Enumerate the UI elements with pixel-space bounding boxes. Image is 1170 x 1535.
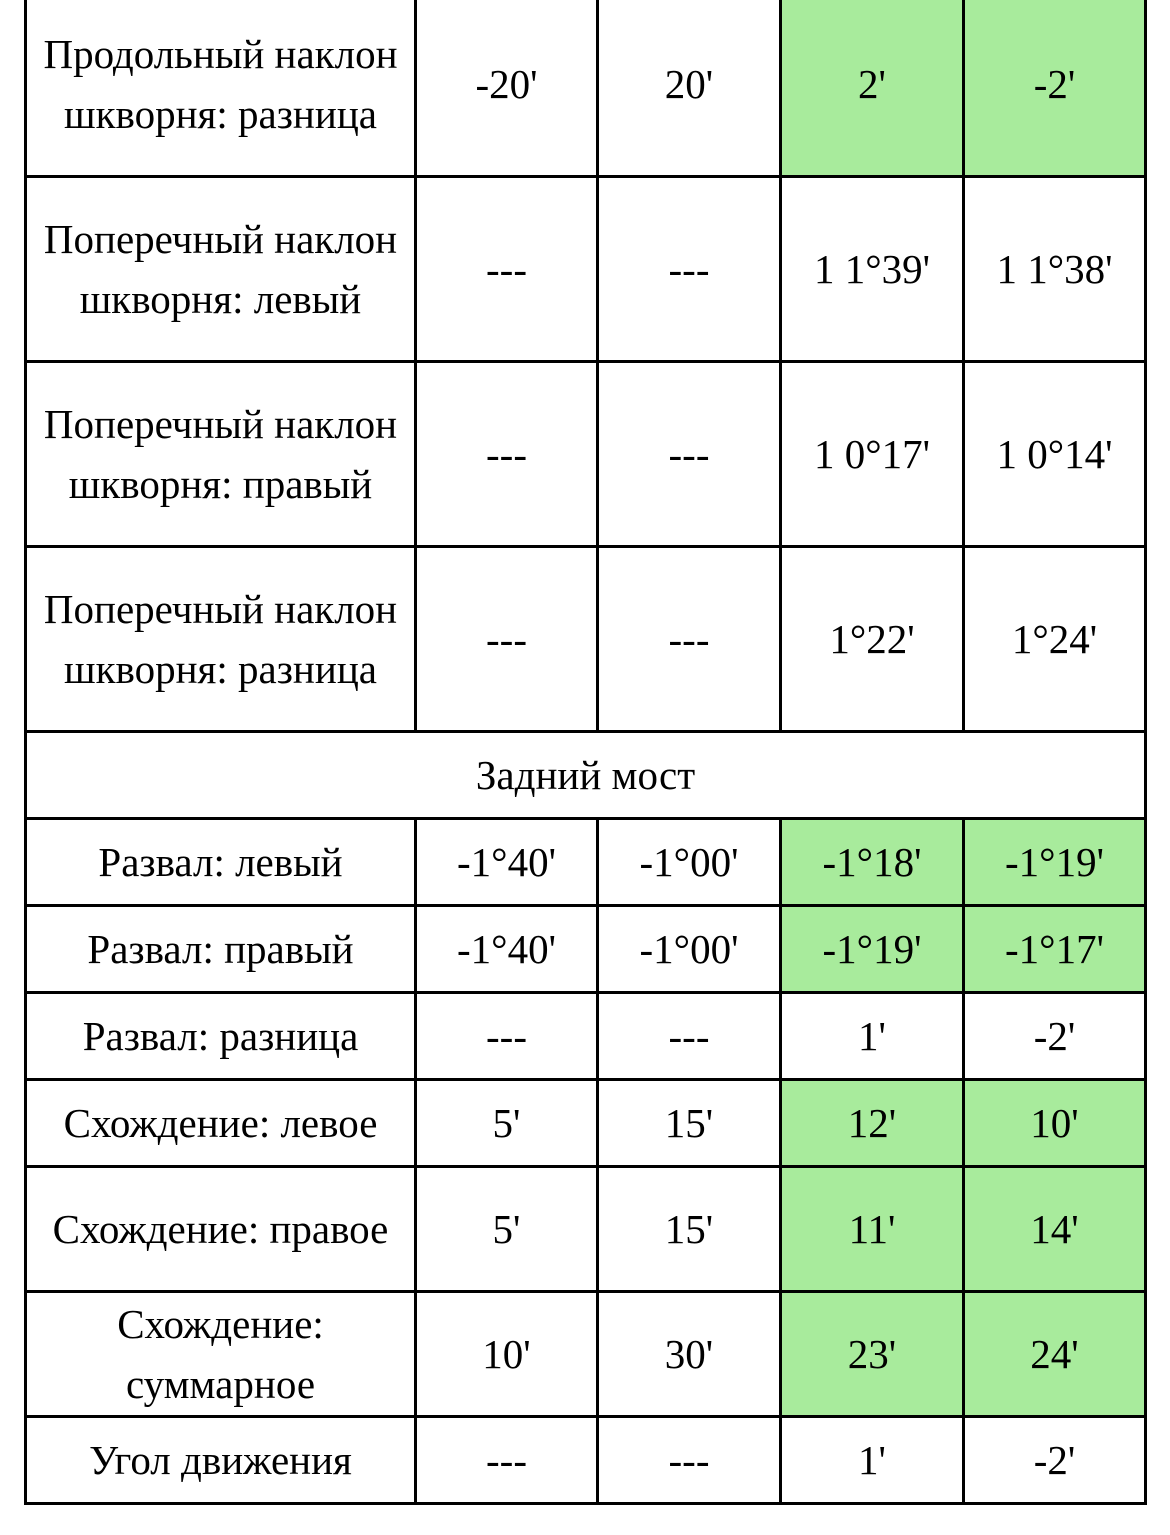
table-row [26, 993, 1146, 1080]
max-value: 15' [598, 1080, 781, 1167]
measured-after: 1°24' [964, 547, 1146, 732]
measured-after: 1 0°14' [964, 362, 1146, 547]
measured-before: 12' [781, 1080, 964, 1167]
min-value: --- [416, 547, 598, 732]
measured-after: -2' [964, 1417, 1146, 1504]
row-label: Угол движения [26, 1417, 416, 1504]
row-label: Схождение: суммарное [26, 1292, 416, 1417]
table-row [26, 0, 1146, 177]
max-value: --- [598, 362, 781, 547]
measured-before: -1°18' [781, 819, 964, 906]
min-value: -1°40' [416, 819, 598, 906]
row-label: Схождение: правое [26, 1167, 416, 1292]
measured-before: 1' [781, 993, 964, 1080]
min-value: 10' [416, 1292, 598, 1417]
max-value: 15' [598, 1167, 781, 1292]
measured-after: -2' [964, 0, 1146, 177]
measured-after: 10' [964, 1080, 1146, 1167]
table-row [26, 819, 1146, 906]
table-row [26, 1080, 1146, 1167]
row-label: Развал: левый [26, 819, 416, 906]
measured-before: -1°19' [781, 906, 964, 993]
max-value: 30' [598, 1292, 781, 1417]
measured-after: 1 1°38' [964, 177, 1146, 362]
min-value: 5' [416, 1080, 598, 1167]
measured-before: 1' [781, 1417, 964, 1504]
max-value: --- [598, 547, 781, 732]
measured-before: 1 0°17' [781, 362, 964, 547]
max-value: -1°00' [598, 819, 781, 906]
section-title: Задний мост [26, 732, 1146, 819]
measured-before: 23' [781, 1292, 964, 1417]
row-label: Поперечный наклон шкворня: разница [26, 547, 416, 732]
measured-before: 1 1°39' [781, 177, 964, 362]
row-label: Поперечный наклон шкворня: левый [26, 177, 416, 362]
max-value: --- [598, 1417, 781, 1504]
min-value: --- [416, 1417, 598, 1504]
max-value: -1°00' [598, 906, 781, 993]
measured-before: 11' [781, 1167, 964, 1292]
max-value: --- [598, 993, 781, 1080]
min-value: -1°40' [416, 906, 598, 993]
measured-after: -2' [964, 993, 1146, 1080]
table-row [26, 177, 1146, 362]
min-value: --- [416, 362, 598, 547]
table-row [26, 362, 1146, 547]
measured-before: 1°22' [781, 547, 964, 732]
table-row [26, 906, 1146, 993]
min-value: -20' [416, 0, 598, 177]
table-row [26, 1417, 1146, 1504]
measured-before: 2' [781, 0, 964, 177]
measured-after: 24' [964, 1292, 1146, 1417]
table-row [26, 1167, 1146, 1292]
min-value: --- [416, 993, 598, 1080]
row-label: Поперечный наклон шкворня: правый [26, 362, 416, 547]
row-label: Продольный наклон шкворня: разница [26, 0, 416, 177]
table-row [26, 547, 1146, 732]
measured-after: -1°19' [964, 819, 1146, 906]
row-label: Развал: правый [26, 906, 416, 993]
max-value: --- [598, 177, 781, 362]
measured-after: 14' [964, 1167, 1146, 1292]
alignment-table [24, 0, 1147, 1505]
measured-after: -1°17' [964, 906, 1146, 993]
min-value: --- [416, 177, 598, 362]
min-value: 5' [416, 1167, 598, 1292]
table-row [26, 1292, 1146, 1417]
max-value: 20' [598, 0, 781, 177]
row-label: Схождение: левое [26, 1080, 416, 1167]
row-label: Развал: разница [26, 993, 416, 1080]
